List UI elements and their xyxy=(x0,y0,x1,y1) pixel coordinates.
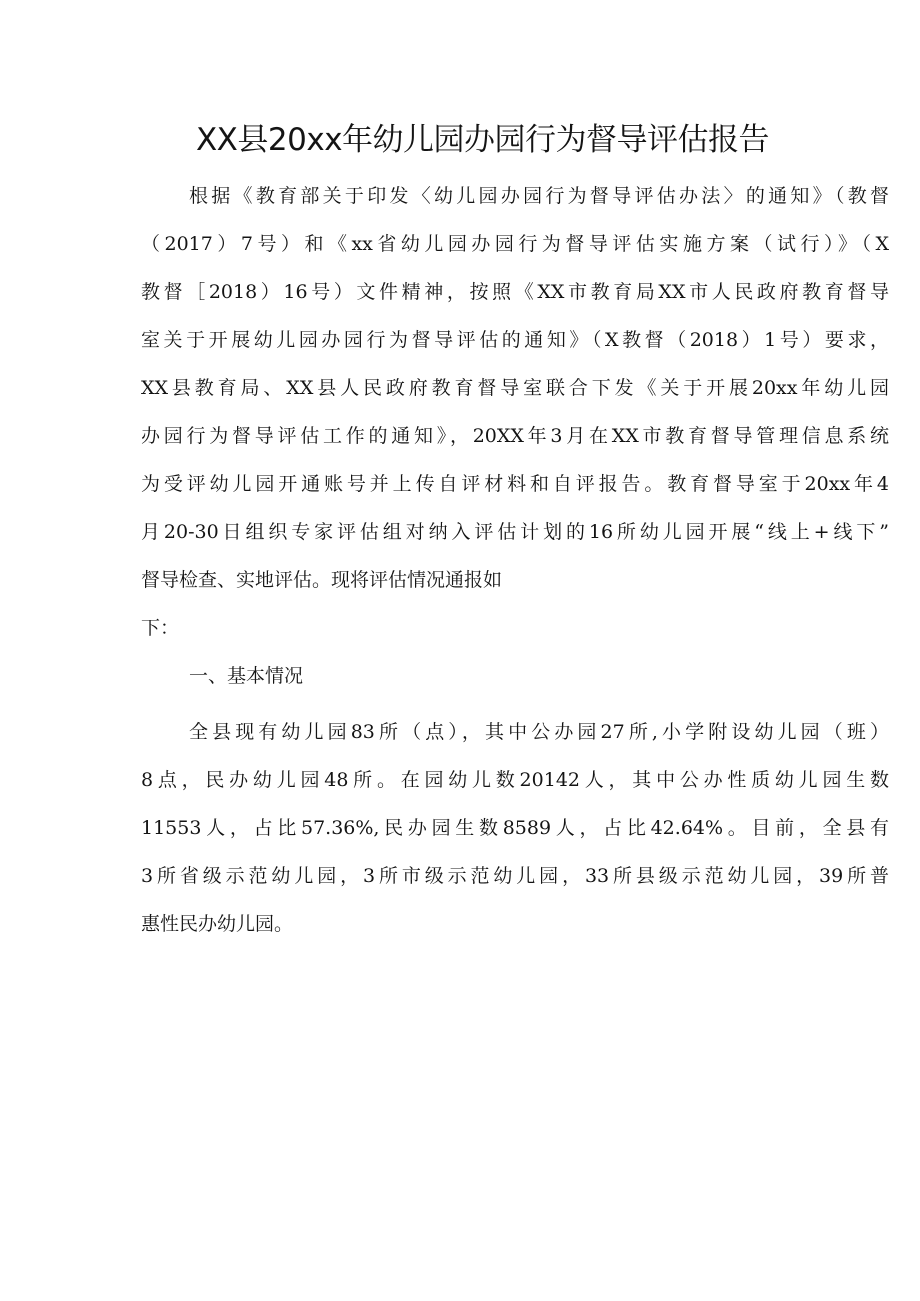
section-heading: 一、基本情况 xyxy=(189,665,304,687)
paragraph-line: 下： xyxy=(141,617,180,639)
paragraph-intro-tail xyxy=(141,604,889,652)
paragraph-line: 为受评幼儿园开通账号并上传自评材料和自评报告。教育督导室于20xx年4 xyxy=(141,473,889,495)
paragraph-line: 督导检查、实地评估。现将评估情况通报如 xyxy=(141,569,503,591)
paragraph-line: 根据《教育部关于印发〈幼儿园办园行为督导评估办法〉的通知》（教督 xyxy=(189,185,889,207)
paragraph-line: 教督［2018）16号）文件精神，按照《XX市教育局XX市人民政府教育督导 xyxy=(141,281,889,303)
section-heading-basic-situation xyxy=(141,652,889,700)
document-title: XX县20xx年幼儿园办园行为督导评估报告 xyxy=(195,122,770,158)
paragraph-line: （2017）7号）和《xx省幼儿园办园行为督导评估实施方案（试行）》（X xyxy=(141,233,889,255)
paragraph-basic-situation xyxy=(141,708,889,948)
paragraph-line: 室关于开展幼儿园办园行为督导评估的通知》（X教督（2018）1号）要求， xyxy=(141,329,889,351)
paragraph-line: 办园行为督导评估工作的通知》，20XX年3月在XX市教育督导管理信息系统 xyxy=(141,425,889,447)
paragraph-line: 惠性民办幼儿园。 xyxy=(141,913,294,935)
paragraph-line: 全县现有幼儿园83所（点），其中公办园27所,小学附设幼儿园（班） xyxy=(189,721,889,743)
paragraph-line: 11553人，占比57.36%,民办园生数8589人，占比42.64%。目前，全县有 xyxy=(141,817,889,839)
paragraph-line: 3所省级示范幼儿园，3所市级示范幼儿园，33所县级示范幼儿园，39所普 xyxy=(141,865,889,887)
paragraph-line: 月20-30日组织专家评估组对纳入评估计划的16所幼儿园开展“线上+线下” xyxy=(141,521,889,543)
paragraph-intro xyxy=(141,172,889,604)
paragraph-line: 8点，民办幼儿园48所。在园幼儿数20142人，其中公办性质幼儿园生数 xyxy=(141,769,889,791)
paragraph-line: XX县教育局、XX县人民政府教育督导室联合下发《关于开展20xx年幼儿园 xyxy=(141,377,889,399)
